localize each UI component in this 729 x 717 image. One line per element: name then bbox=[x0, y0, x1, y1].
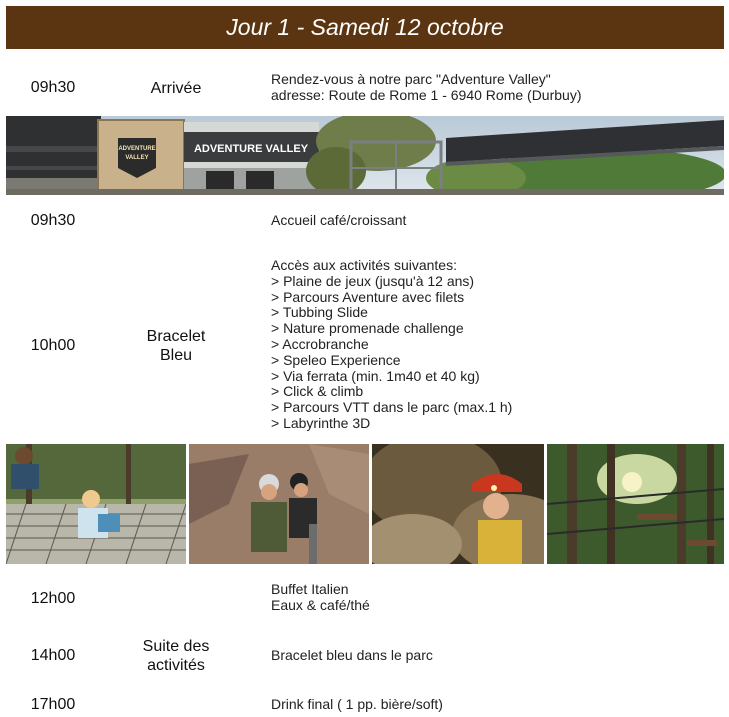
arrival-time: 09h30 bbox=[30, 79, 76, 96]
activity-item: > Tubbing Slide bbox=[271, 304, 368, 321]
net-playground-image bbox=[6, 444, 186, 564]
final-time: 17h00 bbox=[30, 696, 76, 713]
badge-text-2: VALLEY bbox=[125, 155, 149, 161]
activity-photos-strip bbox=[6, 444, 724, 564]
banner-photo-image bbox=[6, 116, 724, 195]
lunch-line-2: Eaux & café/thé bbox=[271, 596, 370, 613]
activity-item: > Nature promenade challenge bbox=[271, 320, 464, 337]
arrival-line-2: adresse: Route de Rome 1 - 6940 Rome (Durbuy) bbox=[271, 86, 582, 103]
activities-list bbox=[271, 258, 512, 432]
net-playground-photo bbox=[6, 444, 186, 564]
continuation-label-line-1: Suite des bbox=[142, 638, 210, 655]
speleo-photo bbox=[372, 444, 544, 564]
continuation-label bbox=[124, 637, 228, 675]
activity-item: > Via ferrata (min. 1m40 et 40 kg) bbox=[271, 367, 480, 384]
activity-item: > Click & climb bbox=[271, 383, 364, 400]
activity-item: > Parcours VTT dans le parc (max.1 h) bbox=[271, 399, 513, 416]
treetop-course-photo bbox=[547, 444, 724, 564]
continuation-label-line-2: activités bbox=[147, 657, 205, 674]
activity-item: > Labyrinthe 3D bbox=[271, 414, 371, 431]
activities-label bbox=[124, 327, 228, 365]
arrival-label: Arrivée bbox=[150, 80, 202, 97]
via-ferrata-photo bbox=[189, 444, 369, 564]
building-sign-text: ADVENTURE VALLEY bbox=[193, 143, 309, 155]
activities-label-line-2: Bleu bbox=[159, 347, 193, 364]
adventure-valley-banner-photo bbox=[6, 116, 724, 195]
lunch-line-1: Buffet Italien bbox=[271, 581, 349, 597]
speleo-image bbox=[372, 444, 544, 564]
welcome-time: 09h30 bbox=[30, 212, 76, 229]
activity-item: > Speleo Experience bbox=[271, 351, 401, 368]
arrival-description bbox=[271, 72, 581, 104]
activities-label-line-1: Bracelet bbox=[146, 328, 206, 345]
treetop-course-image bbox=[547, 444, 724, 564]
activities-time: 10h00 bbox=[30, 337, 76, 354]
continuation-description: Bracelet bleu dans le parc bbox=[271, 647, 433, 663]
continuation-time: 14h00 bbox=[30, 647, 76, 664]
activities-intro: Accès aux activités suivantes: bbox=[271, 257, 457, 273]
day-title: Jour 1 - Samedi 12 octobre bbox=[226, 14, 504, 40]
welcome-description: Accueil café/croissant bbox=[271, 212, 407, 228]
via-ferrata-image bbox=[189, 444, 369, 564]
activity-item: > Parcours Aventure avec filets bbox=[271, 288, 465, 305]
badge-text-1: ADVENTURE bbox=[118, 146, 156, 152]
day-header bbox=[6, 6, 724, 49]
arrival-line-1: Rendez-vous à notre parc "Adventure Valley" bbox=[271, 71, 551, 87]
lunch-description bbox=[271, 582, 370, 614]
activity-item: > Plaine de jeux (jusqu'à 12 ans) bbox=[271, 272, 475, 289]
lunch-time: 12h00 bbox=[30, 590, 76, 607]
final-description: Drink final ( 1 pp. bière/soft) bbox=[271, 696, 443, 712]
activity-item: > Accrobranche bbox=[271, 335, 369, 352]
